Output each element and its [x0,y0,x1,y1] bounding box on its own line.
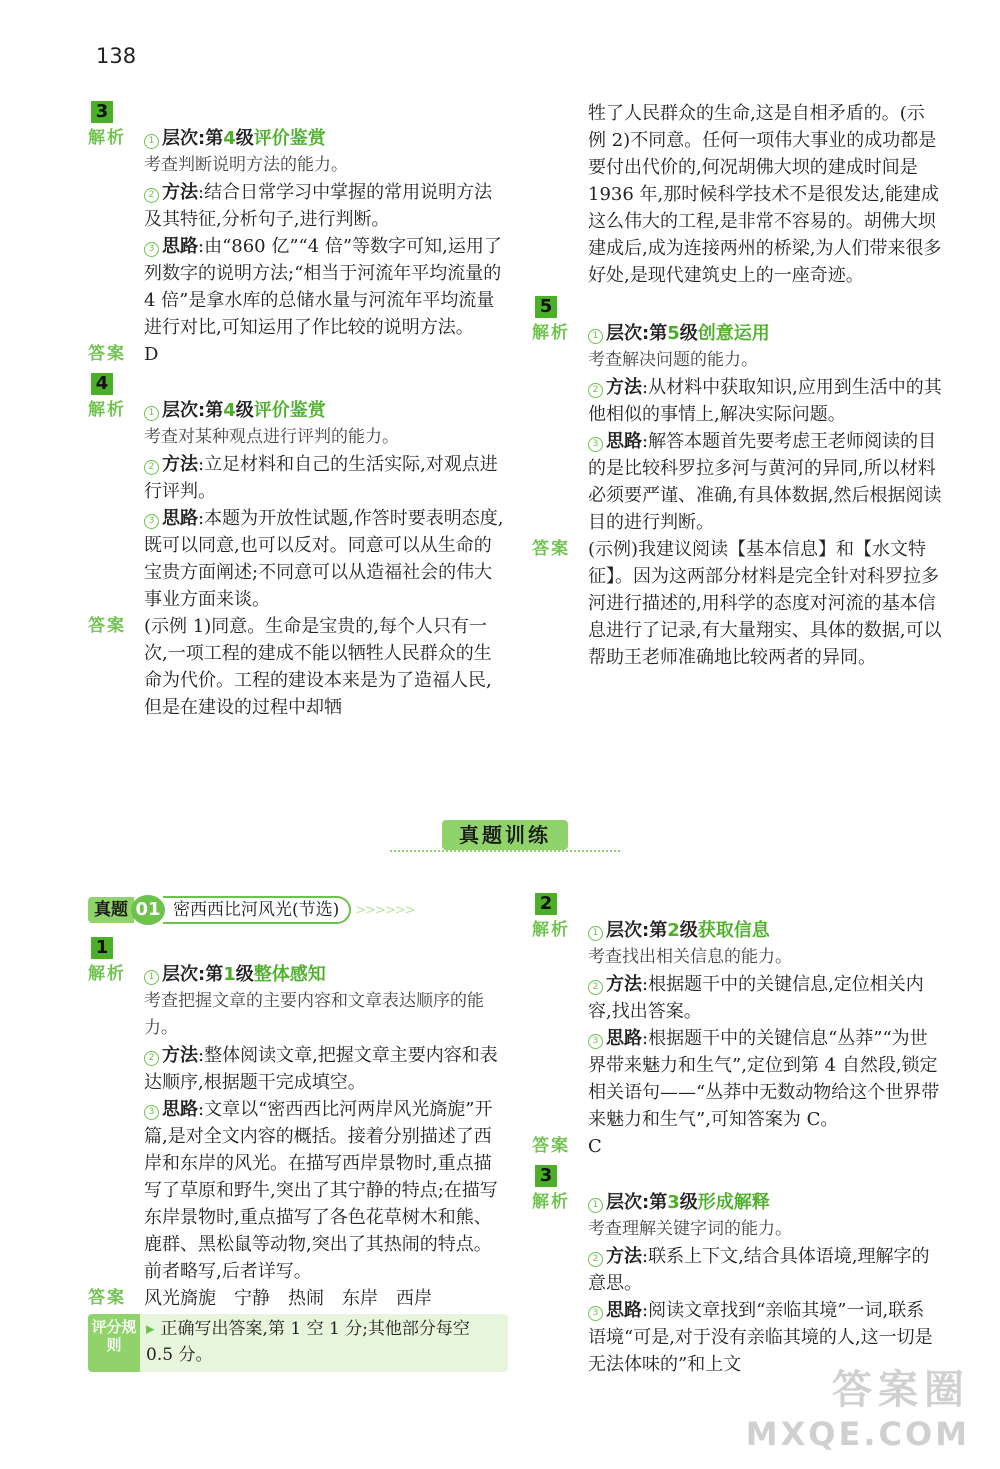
analysis-label: 解析 [88,964,126,984]
question-number: 3 [91,101,113,123]
ability-note: 考查解决问题的能力。 [588,350,758,370]
watermark-line-1: 答案圈 [832,1367,970,1413]
idea-text: :阅读文章找到“亲临其境”一词,联系语境“可是,对于没有亲临其境的人,这一切是无法体味的”和上文 [588,1300,933,1375]
circle-3-icon: 3 [144,242,159,257]
circle-2-icon: 2 [588,383,603,398]
level-name: 评价鉴赏 [253,400,326,421]
question-number: 1 [91,937,113,959]
scoring-rule-text: 正确写出答案,第 1 空 1 分;其他部分每空 0.5 分。 [146,1319,470,1365]
analysis-label: 解析 [88,128,126,148]
answer-text: (示例 1)同意。生命是宝贵的,每个人只有一次,一项工程的建成不能以牺牲人民群众的生命为代价。工程的建设本来是为了造福人民,但是在建设的过程中却牺 [144,616,492,718]
passage-title-bar [88,894,508,926]
method-text: :结合日常学习中掌握的常用说明方法及其特征,分析句子,进行判断。 [144,182,493,230]
level-name: 整体感知 [253,964,326,985]
question-1-block: 1 解析 1 层次:第1级整体感知 考查把握文章的主要内容和文章表达顺序的能力。 2 方法:整体阅读文章,把握文章主要内容和表达顺序,根据题干完成填空。 3 思路:文章以“密西西比河两岸风光旖旎”开篇,是对全文内容的概括。接着分别描述了西岸和东岸的风光。在描写西岸景物时,重点描写了草原和野牛,突出了其宁静的特点;在描写东岸景物时,重点描写了各色花草树木和熊、鹿群、黑松鼠等动物,突出了其热闹的特点。前者略写,后者详写。 答案 风光旖旎 宁静 热闹 东岸 西岸 评分规则 ▸ 正确写出答案,第 1 空 1 分;其他部分每空 0.5 分。 [88,934,508,1372]
ability-note: 考查找出相关信息的能力。 [588,947,792,967]
top-left-column [88,96,508,721]
level-name: 形成解释 [697,1192,770,1213]
dotted-divider [390,850,620,852]
circle-1-icon: 1 [144,134,159,149]
question-number: 5 [535,296,557,318]
answer-label: 答案 [532,539,570,559]
analysis-label: 解析 [88,400,126,420]
answer-label: 答案 [88,344,126,364]
circle-3-icon: 3 [144,1105,159,1120]
circle-3-icon: 3 [588,437,603,452]
level-number: 4 [223,400,236,421]
ability-note: 考查理解关键字词的能力。 [588,1219,792,1239]
page-number: 138 [96,44,137,68]
bottom-left-column [88,894,508,1372]
idea-text: :解答本题首先要考虑王老师阅读的目的是比较科罗拉多河与黄河的异同,所以材料必须要严谨、准确,有具体数据,然后根据阅读目的进行判断。 [588,431,942,533]
idea-text: :本题为开放性试题,作答时要表明态度,既可以同意,也可以反对。同意可以从生命的宝贵方面阐述;不同意可以从造福社会的伟大事业方面来谈。 [144,508,504,610]
circle-2-icon: 2 [588,980,603,995]
circle-3-icon: 3 [588,1034,603,1049]
question-number: 2 [535,893,557,915]
level-number: 1 [223,964,236,985]
level-name: 获取信息 [697,920,770,941]
question-3b-block: 3 解析 1 层次:第3级形成解释 考查理解关键字词的能力。 2 方法:联系上下文,结合具体语境,理解字的意思。 3 思路:阅读文章找到“亲临其境”一词,联系语境“可是,对于没有亲临其境的人,这一切是无法体味的”和上文 [532,1162,942,1378]
idea-text: :根据题干中的关键信息“丛莽”“为世界带来魅力和生气”,定位到第 4 自然段,锁定相关语句——“丛莽中无数动物给这个世界带来魅力和生气”,可知答案为 C。 [588,1028,940,1130]
answer-text: (示例)我建议阅读【基本信息】和【水文特征】。因为这两部分材料是完全针对科罗拉多河进行描述的,用科学的态度对河流的基本信息进行了记录,有大量翔实、具体的数据,可以帮助王老师准确地比较两者的异同。 [588,539,942,668]
level-name: 评价鉴赏 [253,128,326,149]
question-number: 4 [91,373,113,395]
method-text: :从材料中获取知识,应用到生活中的其他相似的事情上,解决实际问题。 [588,377,942,425]
circle-1-icon: 1 [588,926,603,941]
analysis-label: 解析 [532,323,570,343]
section-header [320,814,680,874]
level-number: 4 [223,128,236,149]
arrow-right-icon: ▸ [146,1319,155,1339]
arrows-icon: >>>>>> [355,902,415,918]
answer-text: 风光旖旎 宁静 热闹 东岸 西岸 [144,1288,432,1309]
circle-1-icon: 1 [144,406,159,421]
idea-text: :文章以“密西西比河两岸风光旖旎”开篇,是对全文内容的概括。接着分别描述了西岸和东岸的风光。在描写西岸景物时,重点描写了草原和野牛,突出了其宁静的特点;在描写东岸景物时,重点描写了各色花草树木和熊、鹿群、黑松鼠等动物,突出了其热闹的特点。前者略写,后者详写。 [144,1099,498,1282]
passage-title: 密西西比河风光(节选) [163,896,351,924]
circle-2-icon: 2 [144,1051,159,1066]
watermark-line-2: MXQE.COM [745,1415,970,1453]
ability-note: 考查把握文章的主要内容和文章表达顺序的能力。 [144,991,484,1038]
scoring-rule-label: 评分规则 [88,1314,140,1372]
answer-text: D [144,344,159,365]
question-3-block: 3 解析 1 层次:第4级评价鉴赏 考查判断说明方法的能力。 2 方法:结合日常学习中掌握的常用说明方法及其特征,分析句子,进行判断。 3 思路:由“860 亿”“4 倍”等数字可知,运用了列数字的说明方法;“相当于河流年平均流量的 4 倍”是拿水库的总储水量与河流年平均流量进行对比,可知运用了作比较的说明方法。 答案 D [88,98,508,368]
ability-note: 考查判断说明方法的能力。 [144,155,348,175]
method-text: :联系上下文,结合具体语境,理解字的意思。 [588,1246,930,1294]
circle-1-icon: 1 [144,970,159,985]
question-2-block: 2 解析 1 层次:第2级获取信息 考查找出相关信息的能力。 2 方法:根据题干中的关键信息,定位相关内容,找出答案。 3 思路:根据题干中的关键信息“丛莽”“为世界带来魅力和生气”,定位到第 4 自然段,锁定相关语句——“丛莽中无数动物给这个世界带来魅力和生气”,可知答案为 C。 答案 C [532,890,942,1160]
analysis-label: 解析 [532,920,570,940]
circle-1-icon: 1 [588,329,603,344]
circle-2-icon: 2 [144,460,159,475]
answer-label: 答案 [88,1288,126,1308]
question-4-block: 4 解析 1 层次:第4级评价鉴赏 考查对某种观点进行评判的能力。 2 方法:立足材料和自己的生活实际,对观点进行评判。 3 思路:本题为开放性试题,作答时要表明态度,既可以同意,也可以反对。同意可以从生命的宝贵方面阐述;不同意可以从造福社会的伟大事业方面来谈。 答案 (示例 1)同意。生命是宝贵的,每个人只有一次,一项工程的建成不能以牺牲人民群众的生命为代价。工程的建设本来是为了造福人民,但是在建设的过程中却牺 [88,370,508,721]
question-5-block: 5 解析 1 层次:第5级创意运用 考查解决问题的能力。 2 方法:从材料中获取知识,应用到生活中的其他相似的事情上,解决实际问题。 3 思路:解答本题首先要考虑王老师阅读的目的是比较科罗拉多河与黄河的异同,所以材料必须要严谨、准确,有具体数据,然后根据阅读目的进行判断。 答案 (示例)我建议阅读【基本信息】和【水文特征】。因为这两部分材料是完全针对科罗拉多河进行描述的,用科学的态度对河流的基本信息进行了记录,有大量翔实、具体的数据,可以帮助王老师准确地比较两者的异同。 [532,293,942,671]
ability-note: 考查对某种观点进行评判的能力。 [144,427,399,447]
answer-continuation: 牲了人民群众的生命,这是自相矛盾的。(示例 2)不同意。任何一项伟大事业的成功都是要付出代价的,何况胡佛大坝的建成时间是 1936 年,那时候科学技术不是很发达,能建成这么伟大的工程,是非常不容易的。胡佛大坝建成后,成为连接两州的桥梁,为人们带来很多好处,是现代建筑史上的一座奇迹。 [588,103,942,286]
method-text: :立足材料和自己的生活实际,对观点进行评判。 [144,454,498,502]
question-number: 3 [535,1165,557,1187]
method-text: :整体阅读文章,把握文章主要内容和表达顺序,根据题干完成填空。 [144,1045,498,1093]
level-name: 创意运用 [697,323,770,344]
idea-text: :由“860 亿”“4 倍”等数字可知,运用了列数字的说明方法;“相当于河流年平均流量的 4 倍”是拿水库的总储水量与河流年平均流量进行对比,可知运用了作比较的说明方法。 [144,236,502,338]
section-title: 真题训练 [442,820,568,850]
passage-tag: 真题 [88,897,134,923]
top-right-column [532,100,942,671]
method-text: :根据题干中的关键信息,定位相关内容,找出答案。 [588,974,924,1022]
circle-2-icon: 2 [588,1252,603,1267]
bottom-right-column [532,888,942,1378]
answer-label: 答案 [88,616,126,636]
circle-3-icon: 3 [144,514,159,529]
scoring-rule-box [88,1314,508,1372]
level-number: 3 [667,1192,680,1213]
level-number: 2 [667,920,680,941]
circle-3-icon: 3 [588,1306,603,1321]
circle-1-icon: 1 [588,1198,603,1213]
answer-label: 答案 [532,1136,570,1156]
level-number: 5 [667,323,680,344]
watermark [746,1358,970,1453]
analysis-label: 解析 [532,1192,570,1212]
circle-2-icon: 2 [144,188,159,203]
answer-text: C [588,1136,602,1157]
passage-number: 01 [131,895,165,925]
